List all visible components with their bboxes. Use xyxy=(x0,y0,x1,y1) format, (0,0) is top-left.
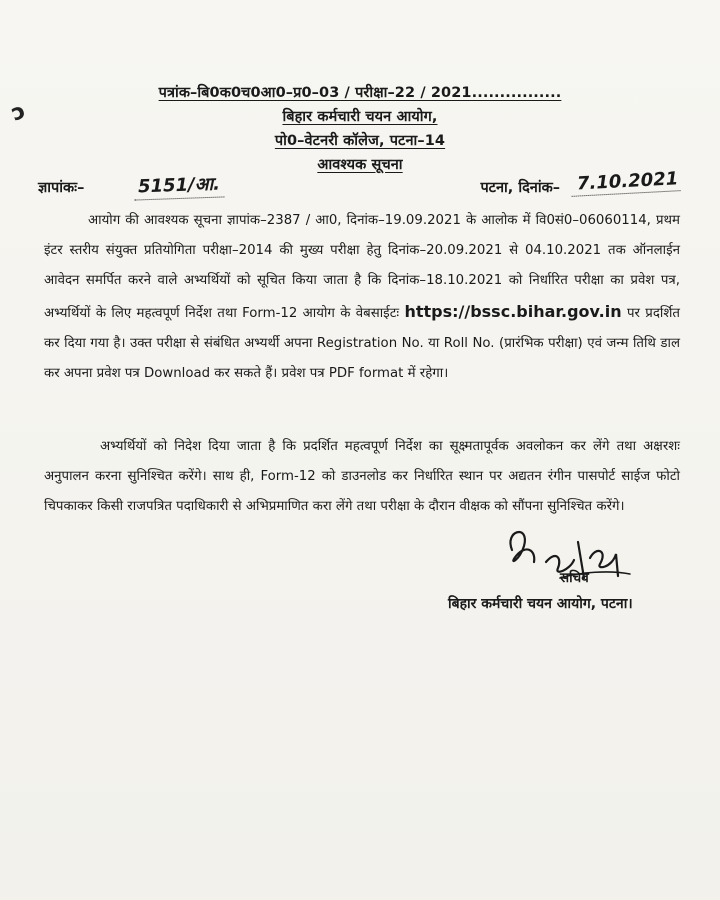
memo-label: ज्ञापांकः– xyxy=(38,180,85,196)
organization-address: पो0–वेटनरी कॉलेज, पटना–14 xyxy=(274,133,446,149)
memo-number-handwritten: 5151/आ. xyxy=(134,171,225,200)
reference-line xyxy=(38,168,680,199)
signature-block xyxy=(430,520,680,620)
designation: सचिव xyxy=(560,570,589,586)
paragraph-2: अभ्यर्थियों को निदेश दिया जाता है कि प्रदर्शित महत्वपूर्ण निर्देश का सूक्ष्मतापूर्वक अवलोकन कर लेंगे तथा अक्षरशः अनुपालन करना सुनिश्चित करेंगे। साथ ही, Form-12 को डाउनलोड कर निर्धारित स्थान पर अद्यतन रंगीन पासपोर्ट साईज फोटो चिपकाकर किसी राजपत्रित पदाधिकारी से अभिप्रमाणित करा लेंगे तथा परीक्षा के दौरान वीक्षक को सौंपना सुनिश्चित करेंगे। xyxy=(44,439,680,515)
website-link[interactable]: https://bssc.bihar.gov.in xyxy=(404,301,622,321)
paragraph-1: आयोग की आवश्यक सूचना ज्ञापांक–2387 / आ0, दिनांक–19.09.2021 के आलोक में वि0सं0–06060114, प्रथम इंटर स्तरीय संयुक्त प्रतियोगिता परीक्षा–2014 की मुख्य परीक्षा हेतु दिनांक–20.09.2021 से 04.10.2021 तक ऑनलाईन आवेदन समर्पित करने वाले अभ्यर्थियों को सूचित किया जाता है कि दिनांक–18.10.2021 को निर्धारित परीक्षा का प्रवेश पत्र, अभ्यर्थियों के लिए महत्वपूर्ण निर्देश तथा Form-12 आयोग के वेबसाईटः https://bssc.bihar.gov.in पर प्रदर्शित कर दिया गया है। उक्त परीक्षा से संबंधित अभ्यर्थी अपना Registration No. या Roll No. (प्रारंभिक परीक्षा) एवं जन्म तिथि डाल कर अपना प्रवेश पत्र Download कर सकते हैं। प्रवेश पत्र PDF format में रहेगा। xyxy=(44,213,680,382)
organization-name: बिहार कर्मचारी चयन आयोग, xyxy=(282,109,438,125)
date-handwritten: 7.10.2021 xyxy=(570,168,680,197)
notice-title: आवश्यक सूचना xyxy=(317,157,403,173)
margin-mark: ɔ xyxy=(8,98,29,127)
issuing-office: बिहार कर्मचारी चयन आयोग, पटना। xyxy=(448,596,633,612)
date-label: पटना, दिनांक– xyxy=(480,180,560,196)
letter-number: पत्रांक–बि0क0च0आ0–प्र0–03 / परीक्षा–22 / 2021................ xyxy=(158,85,562,101)
